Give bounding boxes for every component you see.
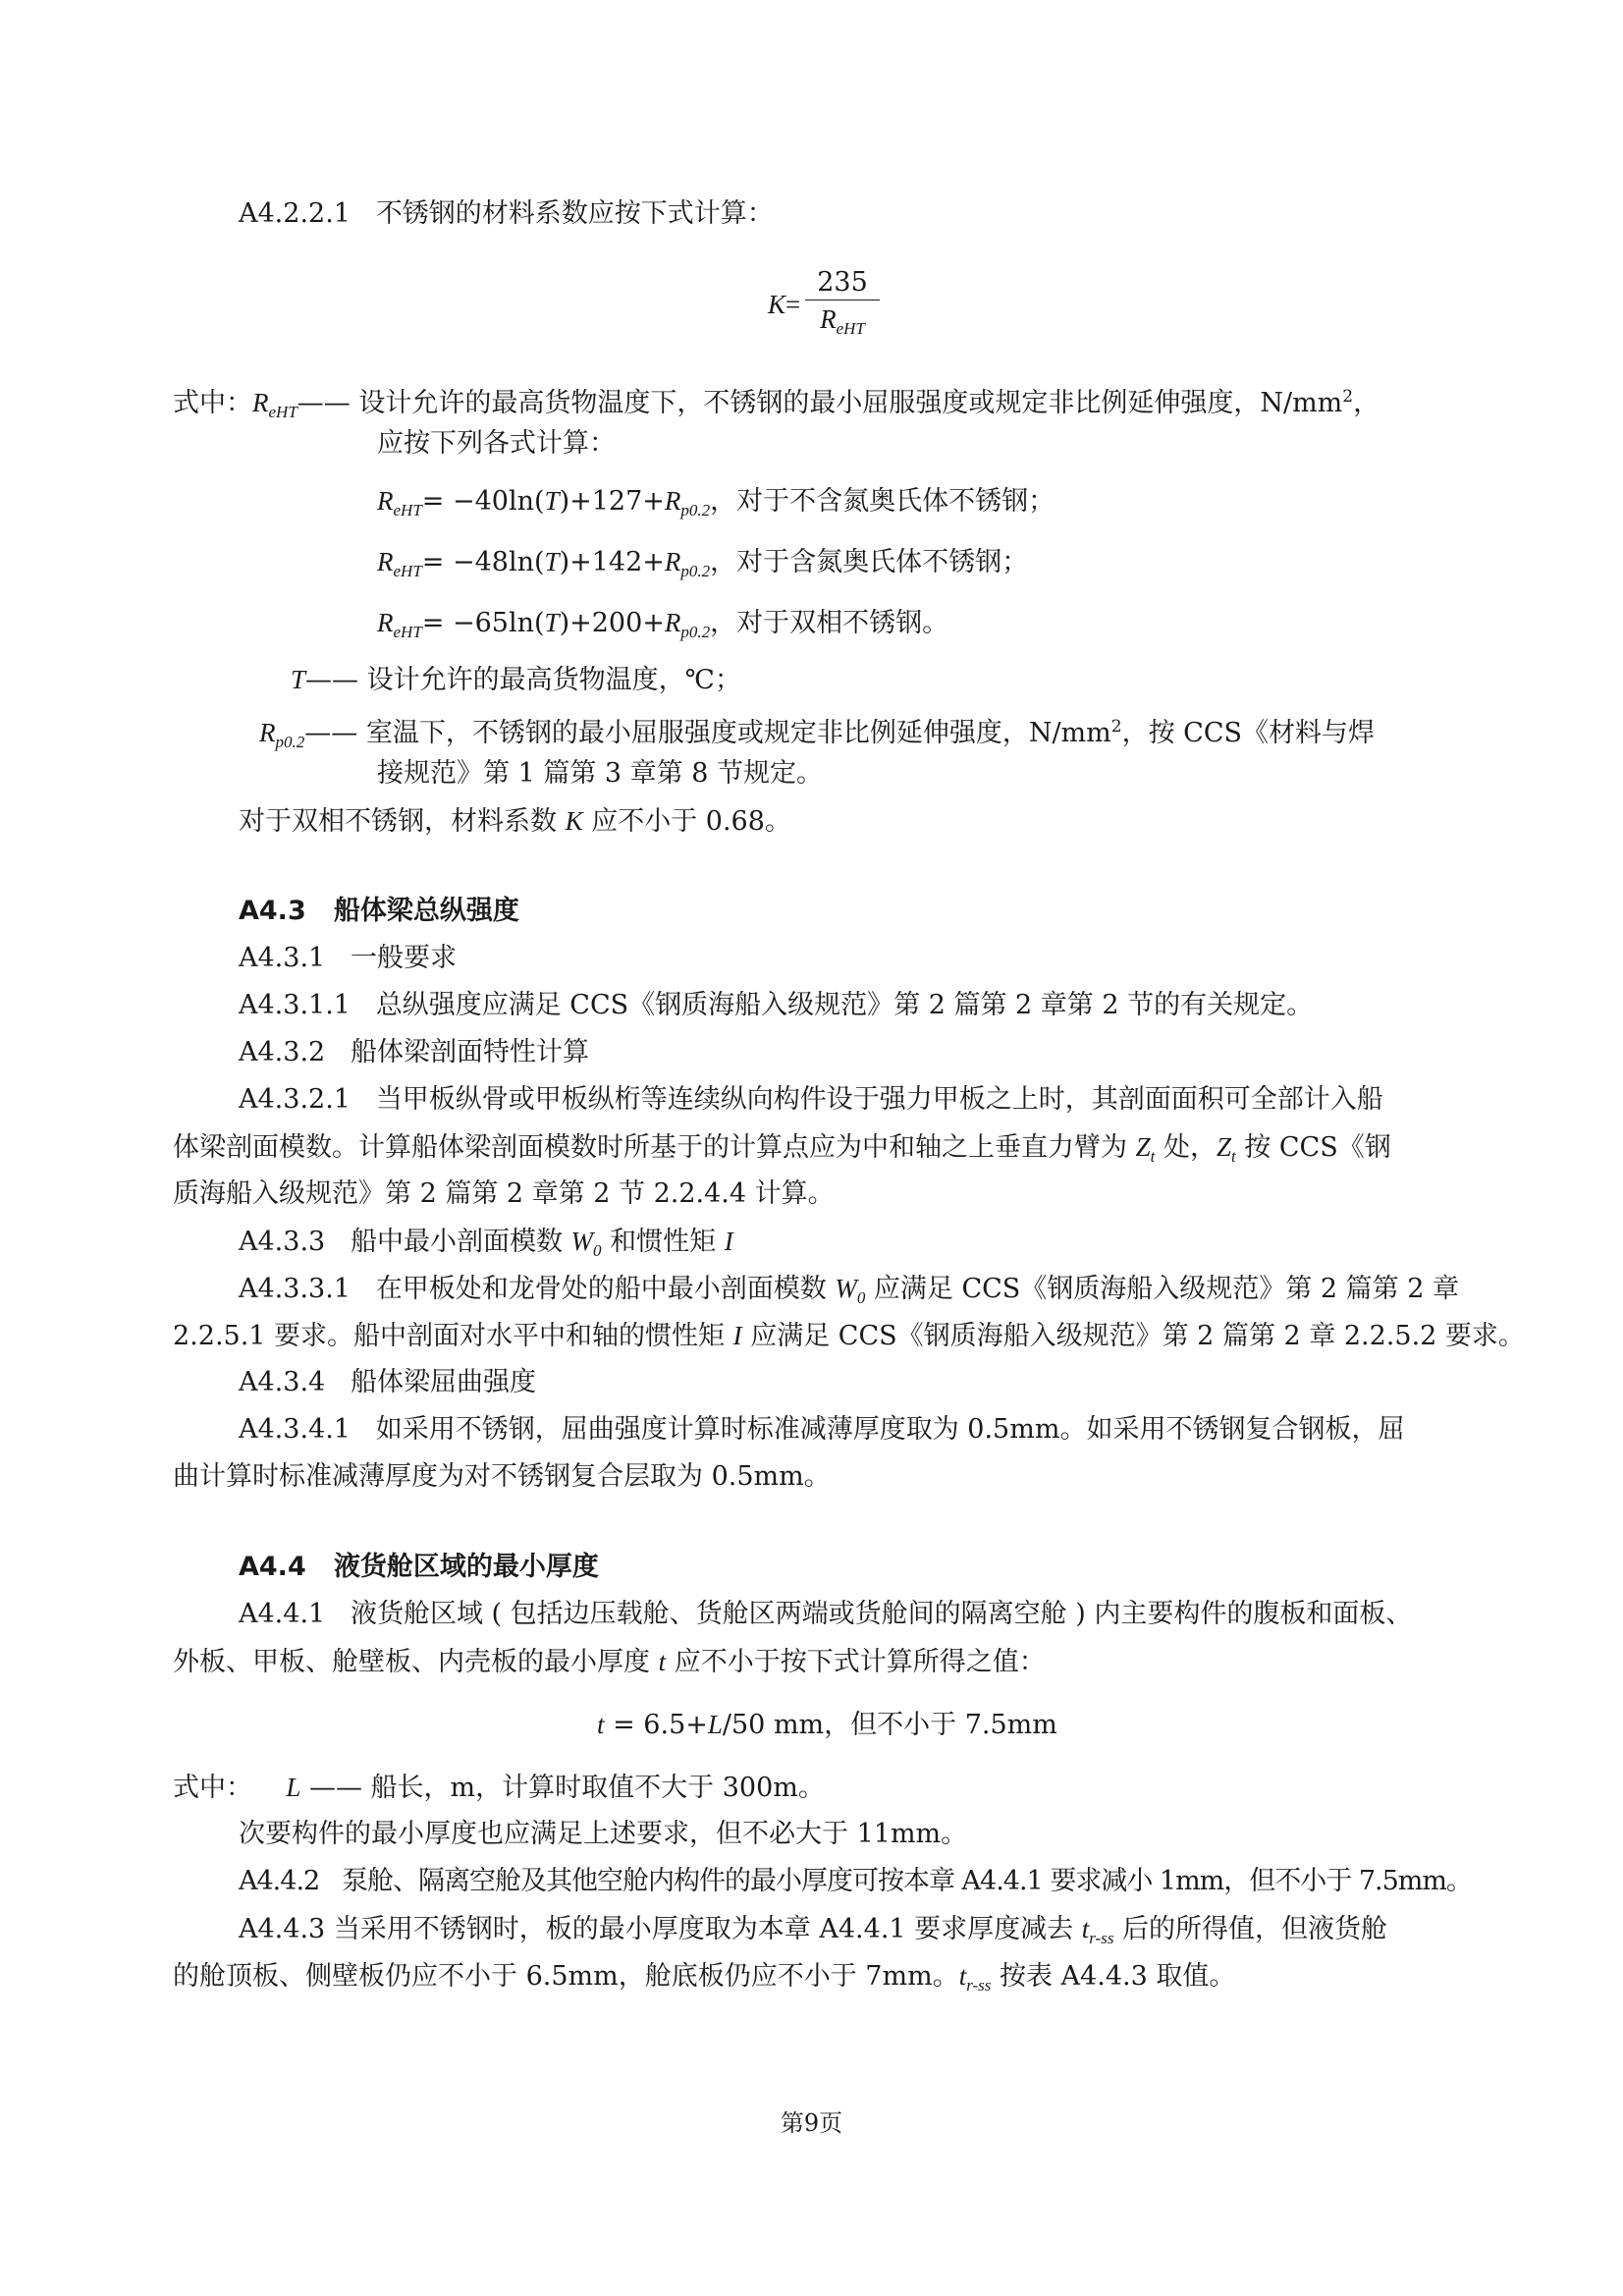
- fraction-numerator: 235: [805, 267, 880, 301]
- clause-a4-3-4-1-line1: A4.3.4.1 如采用不锈钢，屈曲强度计算时标准减薄厚度取为 0.5mm。如采用不锈钢复合钢板，屈: [239, 1414, 1405, 1445]
- clause-text: 不锈钢的材料系数应按下式计算：: [375, 198, 774, 229]
- formula-min-thickness: t = 6.5+L/50 mm，但不小于 7.5mm: [597, 1710, 1057, 1740]
- clause-number: A4.2.2.1: [239, 198, 351, 229]
- clause-a4-3-3-1-line2: 2.2.5.1 要求。船中剖面对水平中和轴的惯性矩 I 应满足 CCS《钢质海船入级规范》第 2 篇第 2 章 2.2.5.2 要求。: [173, 1321, 1525, 1351]
- where-reht-continuation: 应按下列各式计算：: [377, 428, 616, 459]
- reht-formula-3: $R_{eHT}= -65\ln(T)+200+R_{p0.2}$，对于双相不锈钢。: [377, 608, 949, 641]
- formula-k-fraction: [805, 267, 880, 339]
- page-number: 第9页: [780, 2109, 843, 2137]
- fraction-denominator: $R_{eHT}$: [820, 304, 865, 338]
- clause-a4-3-4: A4.3.4 船体梁屈曲强度: [239, 1367, 536, 1397]
- clause-a4-3-2-1-line1: A4.3.2.1 当甲板纵骨或甲板纵桁等连续纵向构件设于强力甲板之上时，其剖面面积可全部计入船: [239, 1084, 1383, 1115]
- formula-k-lhs: K=: [768, 290, 801, 319]
- clause-a4-3-3: A4.3.3 船中最小剖面模数 $W_0$ 和惯性矩 I: [239, 1227, 733, 1260]
- reht-formula-1: $R_{eHT}= -40\ln(T)+127+R_{p0.2}$，对于不含氮奥氏体不锈钢；: [377, 486, 1055, 519]
- clause-a4-3-2: A4.3.2 船体梁剖面特性计算: [239, 1037, 589, 1067]
- clause-a4-3-1: A4.3.1 一般要求: [239, 943, 457, 973]
- clause-a4-3-2-1-line2: 体梁剖面模数。计算船体梁剖面模数时所基于的计算点应为中和轴之上垂直力臂为 $Z_t$ 处，$Z_t$ 按 CCS《钢: [173, 1132, 1391, 1166]
- where-rp02-continuation: 接规范》第 1 篇第 3 章第 8 节规定。: [377, 758, 824, 789]
- clause-a4-4-3-line2: 的舱顶板、侧壁板仍应不小于 6.5mm，舱底板仍应不小于 7mm。$t_{r-ss}$ 按表 A4.4.3 取值。: [173, 1961, 1236, 1995]
- clause-a4-4-2: A4.4.2 泵舱、隔离空舱及其他空舱内构件的最小厚度可按本章 A4.4.1 要求减小 1mm，但不小于 7.5mm。: [239, 1866, 1473, 1896]
- section-heading-a4-3: A4.3 船体梁总纵强度: [239, 896, 519, 926]
- duplex-note: 对于双相不锈钢，材料系数 K 应不小于 0.68。: [239, 806, 791, 837]
- clause-a4-4-1-line2: 外板、甲板、舱壁板、内壳板的最小厚度 t 应不小于按下式计算所得之值：: [173, 1647, 1046, 1677]
- where-t-line: T—— 设计允许的最高货物温度，℃；: [291, 665, 741, 695]
- clause-a4-2-2-1: [239, 194, 774, 234]
- where-l-line: 式中： L —— 船长，m，计算时取值不大于 300m。: [173, 1773, 825, 1803]
- secondary-members-note: 次要构件的最小厚度也应满足上述要求，但不必大于 11mm。: [239, 1819, 968, 1849]
- clause-a4-3-2-1-line3: 质海船入级规范》第 2 篇第 2 章第 2 节 2.2.4.4 计算。: [173, 1178, 835, 1209]
- section-heading-a4-4: A4.4 液货舱区域的最小厚度: [239, 1552, 599, 1582]
- clause-a4-3-3-1-line1: A4.3.3.1 在甲板处和龙骨处的船中最小剖面模数 $W_0$ 应满足 CCS《钢质海船入级规范》第 2 篇第 2 章: [239, 1274, 1459, 1307]
- clause-a4-3-4-1-line2: 曲计算时标准减薄厚度为对不锈钢复合层取为 0.5mm。: [173, 1461, 831, 1492]
- clause-a4-3-1-1: A4.3.1.1 总纵强度应满足 CCS《钢质海船入级规范》第 2 篇第 2 章第 2 节的有关规定。: [239, 990, 1314, 1020]
- reht-formula-2: $R_{eHT}= -48\ln(T)+142+R_{p0.2}$，对于含氮奥氏体不锈钢；: [377, 547, 1029, 580]
- where-rp02-line: $R_{p0.2}——$ 室温下，不锈钢的最小屈服强度或规定非比例延伸强度，$N/mm^2$，按 CCS《材料与焊: [259, 717, 1375, 751]
- clause-a4-4-1-line1: A4.4.1 液货舱区域 ( 包括边压载舱、货舱区两端或货舱间的隔离空舱 ) 内主要构件的腹板和面板、: [239, 1599, 1413, 1629]
- where-reht-line: 式中：$R_{eHT}——$ 设计允许的最高货物温度下，不锈钢的最小屈服强度或规定非比例延伸强度，$N/mm^2$，: [173, 387, 1380, 421]
- clause-a4-4-3-line1: A4.4.3 当采用不锈钢时，板的最小厚度取为本章 A4.4.1 要求厚度减去 $t_{r-ss}$ 后的所得值，但液货舱: [239, 1914, 1388, 1947]
